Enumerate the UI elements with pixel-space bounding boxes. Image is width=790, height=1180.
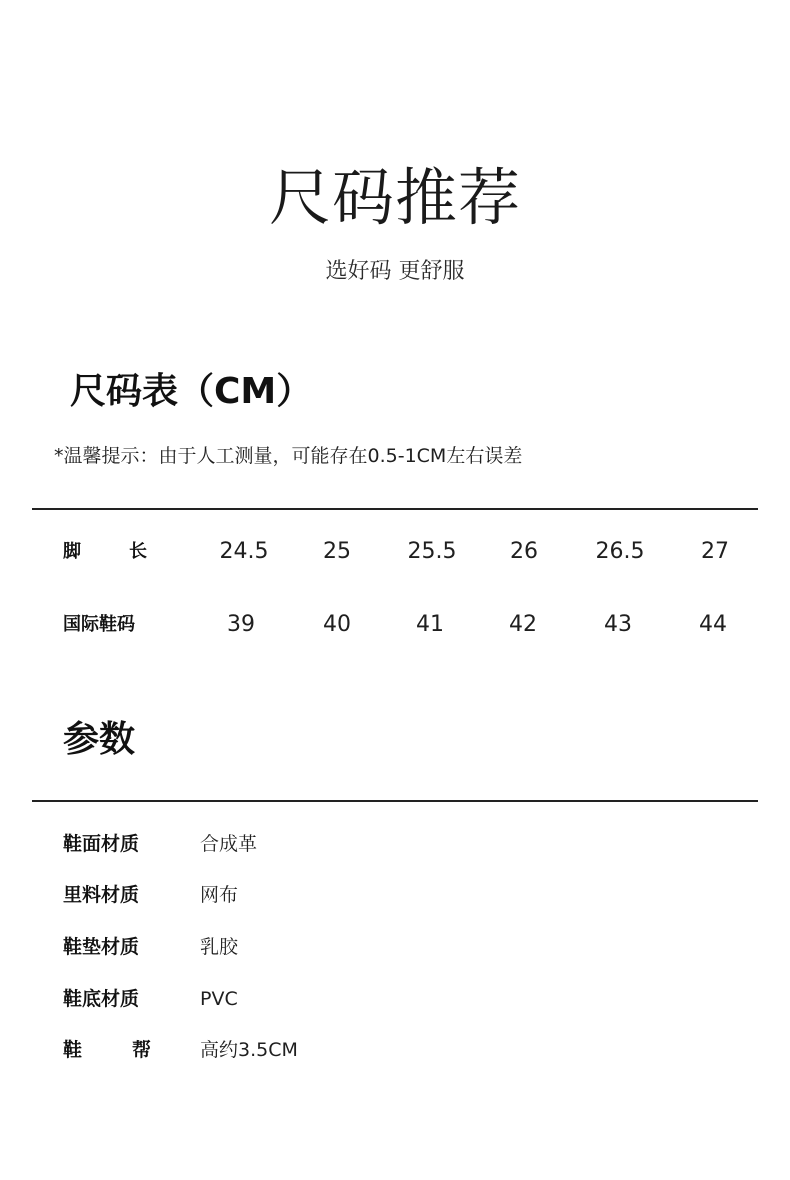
size-row-foot-length: [0, 532, 790, 572]
param-value: PVC: [200, 988, 238, 1010]
param-value: 高约3.5CM: [200, 1039, 298, 1061]
size-cell: 43: [604, 612, 632, 637]
params-divider: [32, 800, 758, 802]
size-chart-note: *温馨提示：由于人工测量，可能存在0.5-1CM左右误差: [54, 445, 523, 467]
param-row: [0, 826, 790, 862]
size-cell: 25.5: [407, 539, 457, 564]
size-cell: 42: [509, 612, 537, 637]
size-cell: 26.5: [595, 539, 645, 564]
param-row: [0, 1032, 790, 1068]
param-label: 鞋帮: [63, 1039, 151, 1061]
param-value: 乳胶: [200, 936, 239, 958]
param-label: 里料材质: [63, 884, 140, 906]
size-chart-heading: 尺码表（CM）: [70, 371, 313, 412]
size-cell: 27: [701, 539, 729, 564]
size-cell: 39: [227, 612, 255, 637]
size-row-intl-size: [0, 605, 790, 645]
param-label: 鞋面材质: [63, 833, 140, 855]
size-cell: 26: [510, 539, 538, 564]
params-heading: 参数: [63, 719, 136, 760]
size-chart-divider: [32, 508, 758, 510]
page-subtitle: 选好码 更舒服: [325, 259, 465, 284]
param-label: 鞋底材质: [63, 988, 140, 1010]
page-title: 尺码推荐: [268, 161, 521, 234]
param-row: [0, 877, 790, 913]
param-row: [0, 981, 790, 1017]
param-label: 鞋垫材质: [63, 936, 140, 958]
param-value: 网布: [200, 884, 239, 906]
size-cell: 24.5: [219, 539, 269, 564]
size-cell: 40: [323, 612, 351, 637]
row-label-foot-length: 脚长: [63, 541, 147, 562]
size-cell: 25: [323, 539, 351, 564]
row-label-intl-size: 国际鞋码: [63, 614, 135, 635]
size-cell: 41: [416, 612, 444, 637]
param-value: 合成革: [200, 833, 258, 855]
size-cell: 44: [699, 612, 727, 637]
param-row: [0, 929, 790, 965]
